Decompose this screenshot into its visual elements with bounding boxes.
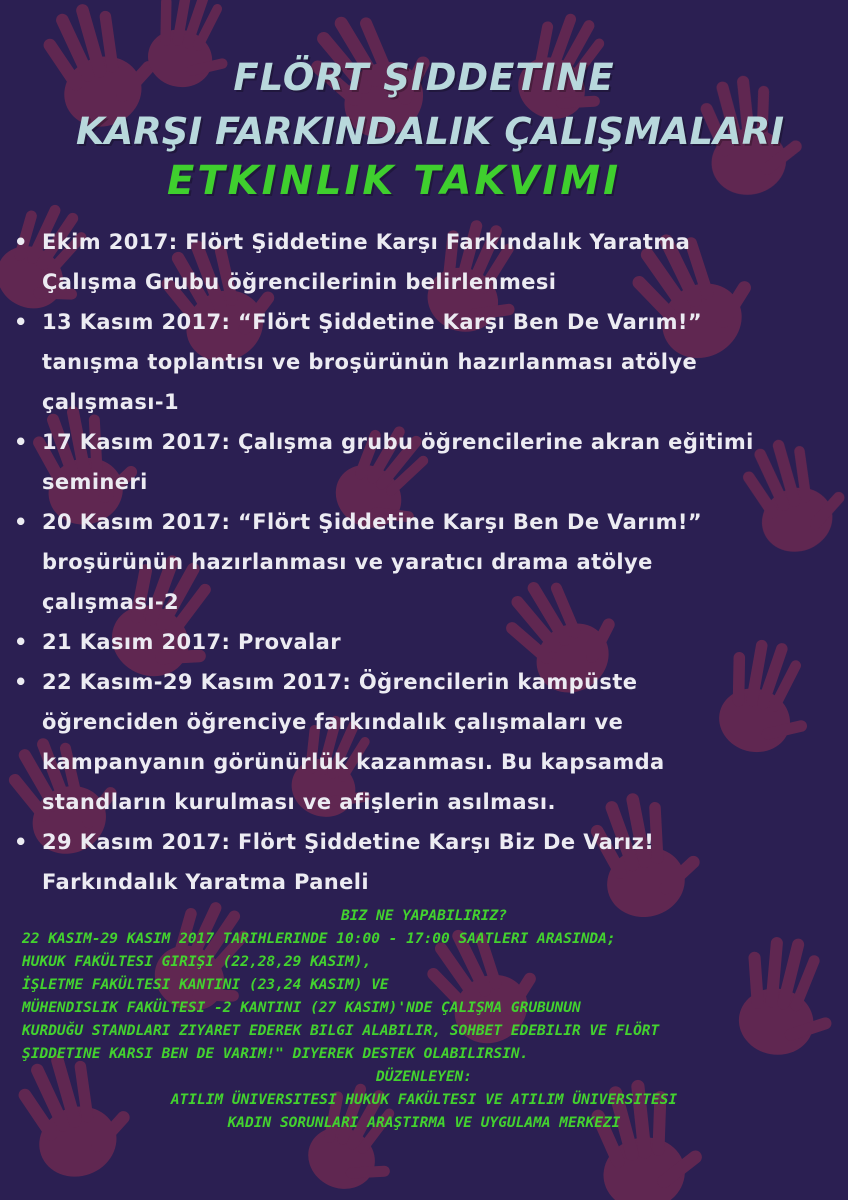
- event-text: Ekim 2017: Flört Şiddetine Karşı Farkındalık Yaratma: [42, 230, 691, 254]
- info-section: [0, 905, 848, 1135]
- info-line: 22 KASIM-29 KASIM 2017 TARIHLERINDE 10:00 - 17:00 SAATLERI ARASINDA;: [22, 931, 616, 947]
- title-line-2: KARŞI FARKINDALIK ÇALIŞMALARI: [75, 110, 785, 153]
- event-text: kampanyanın görünürlük kazanması. Bu kapsamda: [42, 750, 665, 774]
- bullet: •: [14, 830, 28, 854]
- organizer-line: KADIN SORUNLARI ARAŞTIRMA VE UYGULAMA MERKEZI: [227, 1115, 621, 1131]
- event-text: broşürünün hazırlanması ve yaratıcı drama atölye: [42, 550, 653, 574]
- event-item: [0, 422, 848, 502]
- bullet: •: [14, 630, 28, 654]
- event-item: [0, 822, 848, 902]
- event-text: çalışması-1: [42, 390, 179, 414]
- event-item: [0, 502, 848, 622]
- bullet: •: [14, 430, 28, 454]
- event-item: [0, 622, 848, 662]
- event-item: [0, 302, 848, 422]
- info-line: ŞIDDETINE KARSI BEN DE VARIM!" DIYEREK DESTEK OLABILIRSIN.: [22, 1046, 529, 1062]
- event-text: tanışma toplantısı ve broşürünün hazırlanması atölye: [42, 350, 698, 374]
- organizer-label: DÜZENLEYEN:: [375, 1069, 473, 1085]
- event-text: çalışması-2: [42, 590, 179, 614]
- subtitle-calendar: ETKINLIK TAKVIMI: [167, 158, 621, 204]
- bullet: •: [14, 230, 28, 254]
- bullet: •: [14, 510, 28, 534]
- event-item: [0, 222, 848, 302]
- event-text: standların kurulması ve afişlerin asılması.: [42, 790, 556, 814]
- info-line: HUKUK FAKÜLTESI GIRIŞI (22,28,29 KASIM),: [22, 954, 372, 970]
- bullet: •: [14, 670, 28, 694]
- event-text: Farkındalık Yaratma Paneli: [42, 870, 369, 894]
- bullet: •: [14, 310, 28, 334]
- event-text: 21 Kasım 2017: Provalar: [42, 630, 341, 654]
- event-list: [0, 222, 848, 902]
- info-line: KURDUĞU STANDLARI ZIYARET EDEREK BILGI ALABILIR, SOHBET EDEBILIR VE FLÖRT: [22, 1023, 660, 1039]
- title-line-1: FLÖRT ŞIDDETINE: [233, 56, 615, 99]
- event-text: 20 Kasım 2017: “Flört Şiddetine Karşı Ben De Varım!”: [42, 510, 703, 534]
- event-item: [0, 662, 848, 822]
- organizer-line: ATILIM ÜNIVERSITESI HUKUK FAKÜLTESI VE ATILIM ÜNIVERSITESI: [170, 1092, 678, 1108]
- info-line: MÜHENDISLIK FAKÜLTESI -2 KANTINI (27 KASIM)'NDE ÇALIŞMA GRUBUNUN: [22, 1000, 581, 1016]
- event-text: öğrenciden öğrenciye farkındalık çalışmaları ve: [42, 710, 624, 734]
- event-text: 29 Kasım 2017: Flört Şiddetine Karşı Biz De Varız!: [42, 830, 655, 854]
- info-heading: BIZ NE YAPABILIRIZ?: [341, 908, 507, 924]
- event-text: 17 Kasım 2017: Çalışma grubu öğrencilerine akran eğitimi: [42, 430, 754, 454]
- event-text: 13 Kasım 2017: “Flört Şiddetine Karşı Ben De Varım!”: [42, 310, 703, 334]
- event-text: Çalışma Grubu öğrencilerinin belirlenmesi: [42, 270, 557, 294]
- event-text: 22 Kasım-29 Kasım 2017: Öğrencilerin kampüste: [42, 670, 638, 694]
- info-line: İŞLETME FAKÜLTESI KANTINI (23,24 KASIM) VE: [22, 977, 389, 993]
- event-text: semineri: [42, 470, 148, 494]
